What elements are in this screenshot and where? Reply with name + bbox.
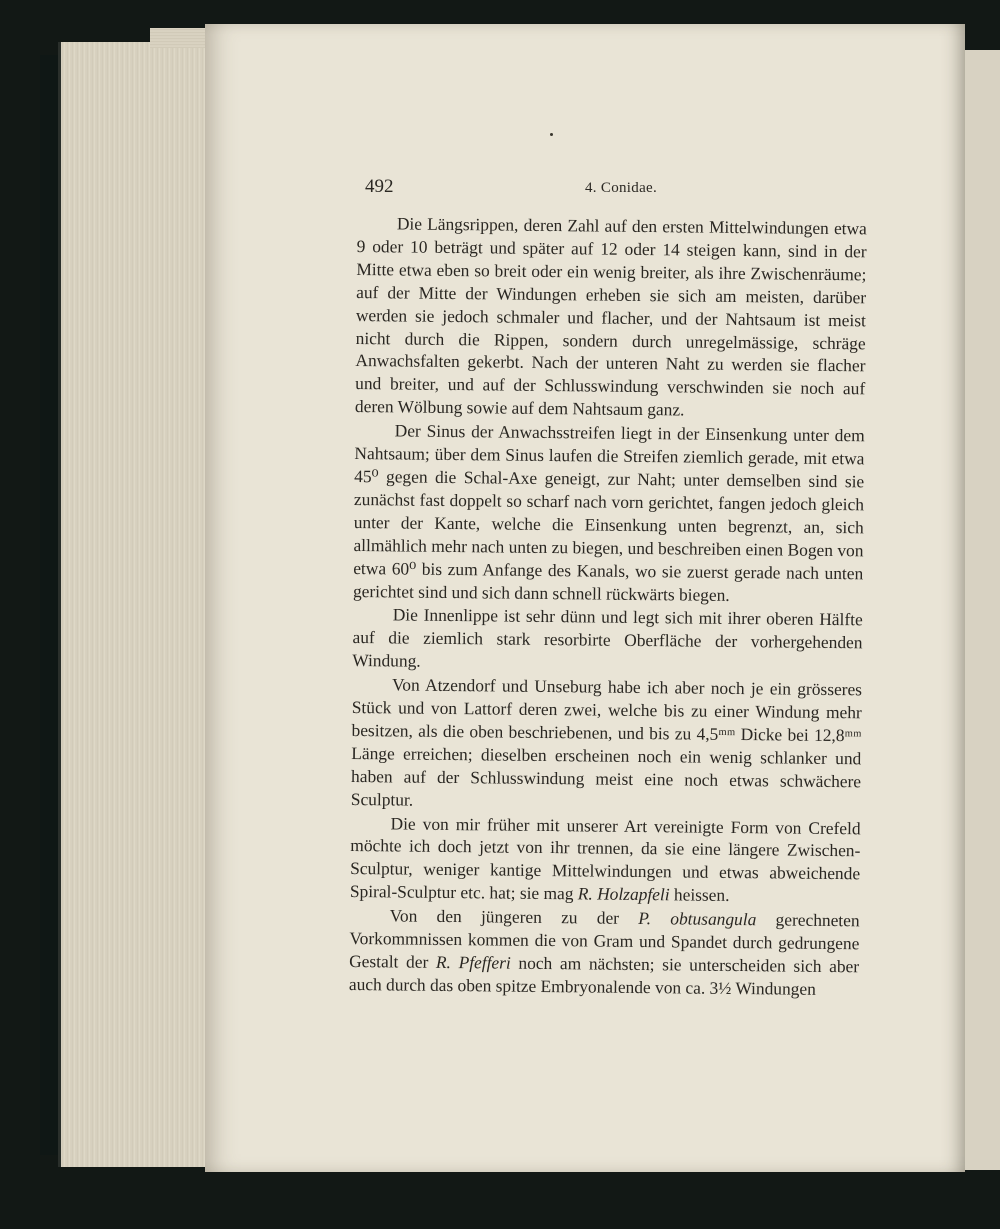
paragraph: Die Innenlippe ist sehr dünn und legt sich mit ihrer oberen Hälfte auf die ziemlich stark resorbirte Oberfläche der vorhergehenden Windung. [352, 604, 863, 671]
species-name: P. obtusangula [638, 908, 757, 930]
paragraph: Von Atzendorf und Unseburg habe ich aber noch je ein grösseres Stück und von Lattorf deren zwei, welche bis zu einer Windung mehr besitzen, als die oben beschriebenen, und bis zu 4,5ᵐᵐ Dicke bei 12,8ᵐᵐ Länge erreichen; dieselben erscheinen noch ein wenig schlanker und haben auf der Schlusswindung meist eine noch etwas schwächere Sculptur. [350, 674, 863, 810]
paragraph: Die Längsrippen, deren Zahl auf den ersten Mittelwindungen etwa 9 oder 10 beträgt und später auf 12 oder 14 steigen kann, sind in der Mitte etwa eben so breit oder ein wenig breiter, als ihre Zwischenräume; auf der Mitte der Windungen erheben sie sich am meisten, darüber werden sie jedoch schmaler und flacher, und der Nahtsaum ist meist nicht durch die Rippen, sondern durch unregelmässige, schräge Anwachsfalten gekerbt. Nach der unteren Naht zu werden sie flacher und breiter, und auf der Schlusswindung verschwinden sie noch auf deren Wölbung sowie auf dem Nahtsaum ganz. [354, 213, 867, 420]
page-number: 492 [365, 176, 394, 197]
paragraph-text: Die von mir früher mit unserer Art vereinigte Form von Crefeld möchte ich doch jetzt von ihr trennen, da sie eine längere Zwischen-Sculptur, weniger kantige Mittelwindungen und etwas abweichende Spiral-Sculptur etc. hat; sie mag [349, 812, 861, 904]
paragraph [349, 904, 860, 1001]
paragraph-text: gerechneten Vorkommnissen kommen die von Gram und Spandet durch gedrungene Gestalt der [349, 909, 860, 972]
page-header [365, 176, 865, 200]
body-text [349, 212, 867, 1001]
running-head: 4. Conidae. [585, 180, 658, 196]
stacked-page-edges [58, 42, 229, 1167]
species-name: R. Pfefferi [435, 951, 511, 973]
paragraph [350, 812, 861, 909]
paragraph: Der Sinus der Anwachsstreifen liegt in der Einsenkung unter dem Nahtsaum; über dem Sinus laufen die Streifen ziemlich gerade, mit etwa 45⁰ gegen die Schal-Axe geneigt, zur Naht; unter demselben sind sie zunächst fast doppelt so scharf nach vorn gerichtet, fangen jedoch gleich unter der Kante, welche die Einsenkung unten begrenzt, an, sich allmählich mehr nach unten zu biegen, und beschreiben einen Bogen von etwa 60⁰ bis zum Anfange des Kanals, wo sie zuerst gerade nach unten gerichtet sind und sich dann schnell rückwärts biegen. [352, 420, 865, 605]
paragraph-text: heissen. [669, 884, 730, 906]
print-speck [550, 133, 553, 136]
species-name: R. Holzapfeli [577, 883, 670, 905]
paragraph-text: noch am nächsten; sie unterscheiden sich aber auch durch das oben spitze Embryonalende von ca. 3½ Windungen [348, 952, 860, 999]
paragraph-text: Von den jüngeren zu der [389, 905, 639, 929]
